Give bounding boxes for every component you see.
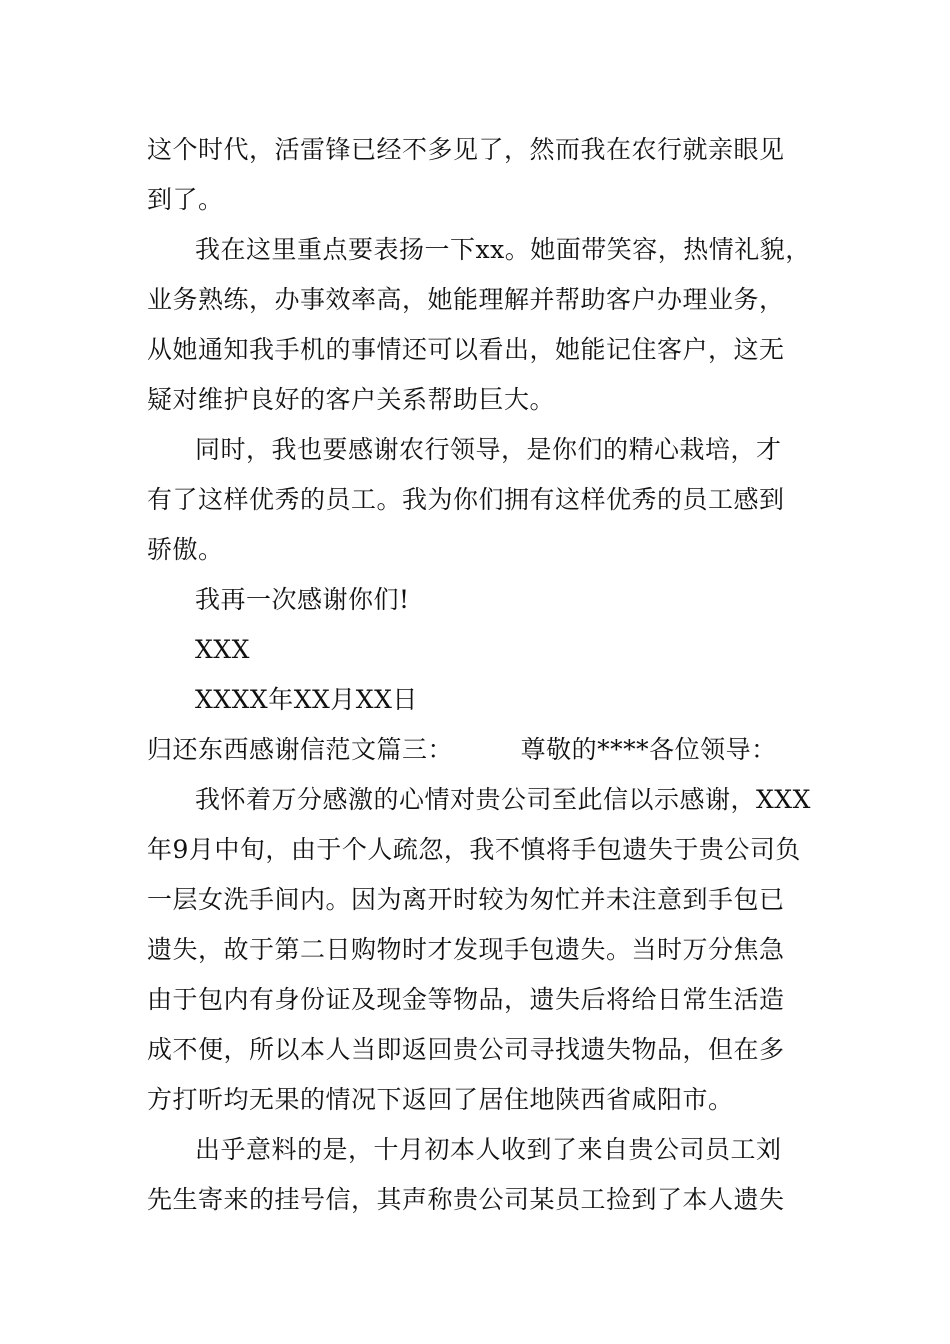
signature-name: XXX bbox=[195, 635, 250, 664]
text-line: 我再一次感谢你们! bbox=[195, 585, 410, 614]
text-line: 从她通知我手机的事情还可以看出，她能记住客户，这无 bbox=[147, 335, 785, 364]
text-line: 遗失，故于第二日购物时才发现手包遗失。当时万分焦急 bbox=[147, 935, 785, 964]
text-line: 有了这样优秀的员工。我为你们拥有这样优秀的员工感到 bbox=[147, 485, 785, 514]
text-line: 先生寄来的挂号信，其声称贵公司某员工捡到了本人遗失 bbox=[147, 1185, 785, 1214]
section-heading: 归还东西感谢信范文篇三： 尊敬的****各位领导： bbox=[147, 735, 777, 764]
text-line: 我在这里重点要表扬一下xx。她面带笑容，热情礼貌， bbox=[195, 235, 811, 264]
text-line: 我怀着万分感激的心情对贵公司至此信以示感谢，XXX bbox=[195, 785, 811, 814]
text-line: 出乎意料的是，十月初本人收到了来自贵公司员工刘 bbox=[195, 1135, 782, 1164]
text-line: 方打听均无果的情况下返回了居住地陕西省咸阳市。 bbox=[147, 1085, 734, 1114]
text-line: 疑对维护良好的客户关系帮助巨大。 bbox=[147, 385, 556, 414]
text-line: 由于包内有身份证及现金等物品，遗失后将给日常生活造 bbox=[147, 985, 785, 1014]
text-line: 一层女洗手间内。因为离开时较为匆忙并未注意到手包已 bbox=[147, 885, 785, 914]
text-line: 这个时代，活雷锋已经不多见了，然而我在农行就亲眼见 bbox=[147, 135, 785, 164]
text-line: 业务熟练，办事效率高，她能理解并帮助客户办理业务， bbox=[147, 285, 785, 314]
text-line: 骄傲。 bbox=[147, 535, 224, 564]
text-line: 同时，我也要感谢农行领导，是你们的精心栽培，才 bbox=[195, 435, 782, 464]
text-line: 成不便，所以本人当即返回贵公司寻找遗失物品，但在多 bbox=[147, 1035, 785, 1064]
text-line: 到了。 bbox=[147, 185, 224, 214]
text-line: 年9月中旬，由于个人疏忽，我不慎将手包遗失于贵公司负 bbox=[147, 835, 801, 864]
signature-date: XXXX年XX月XX日 bbox=[195, 685, 418, 714]
